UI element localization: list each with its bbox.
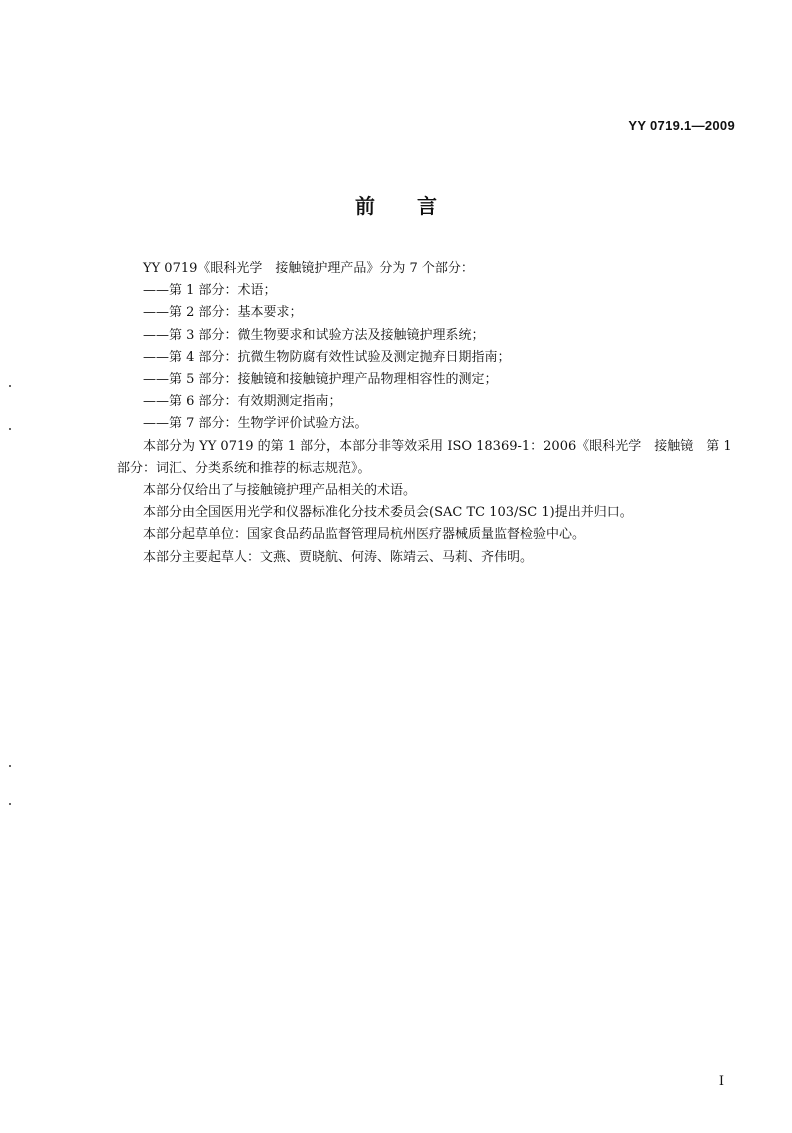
proposer-paragraph: 本部分由全国医用光学和仪器标准化分技术委员会(SAC TC 103/SC 1)提出并归口。: [143, 505, 633, 521]
drafting-unit-paragraph: 本部分起草单位：国家食品药品监督管理局杭州医疗器械质量监督检验中心。: [143, 527, 586, 543]
list-item: ——第 2 部分：基本要求；: [143, 305, 303, 321]
list-item: ——第 6 部分：有效期测定指南；: [143, 394, 342, 410]
drafters-paragraph: 本部分主要起草人：文燕、贾晓航、何涛、陈靖云、马莉、齐伟明。: [143, 549, 534, 565]
list-item: ——第 4 部分：抗微生物防腐有效性试验及测定抛弃日期指南；: [143, 349, 511, 365]
margin-dot: [9, 385, 11, 387]
list-item: ——第 5 部分：接触镜和接触镜护理产品物理相容性的测定；: [143, 372, 498, 388]
adoption-paragraph: 本部分为 YY 0719 的第 1 部分，本部分非等效采用 ISO 18369-1：2006《眼科光学 接触镜 第 1 部分：词汇、分类系统和推荐的标志规范》。: [117, 438, 732, 476]
foreword-body: [117, 258, 737, 569]
margin-dot: [9, 765, 11, 767]
margin-dot: [9, 803, 11, 805]
intro-paragraph: YY 0719《眼科光学 接触镜护理产品》分为 7 个部分：: [143, 261, 474, 276]
list-item: ——第 7 部分：生物学评价试验方法。: [143, 416, 368, 432]
page-number: I: [718, 1074, 724, 1089]
list-item: ——第 1 部分：术语；: [143, 283, 277, 299]
scope-paragraph: 本部分仅给出了与接触镜护理产品相关的术语。: [143, 483, 417, 499]
margin-dot: [9, 428, 11, 430]
list-item: ——第 3 部分：微生物要求和试验方法及接触镜护理系统；: [143, 327, 485, 343]
standard-code: YY 0719.1—2009: [628, 118, 735, 133]
page-title: 前言: [355, 194, 479, 218]
